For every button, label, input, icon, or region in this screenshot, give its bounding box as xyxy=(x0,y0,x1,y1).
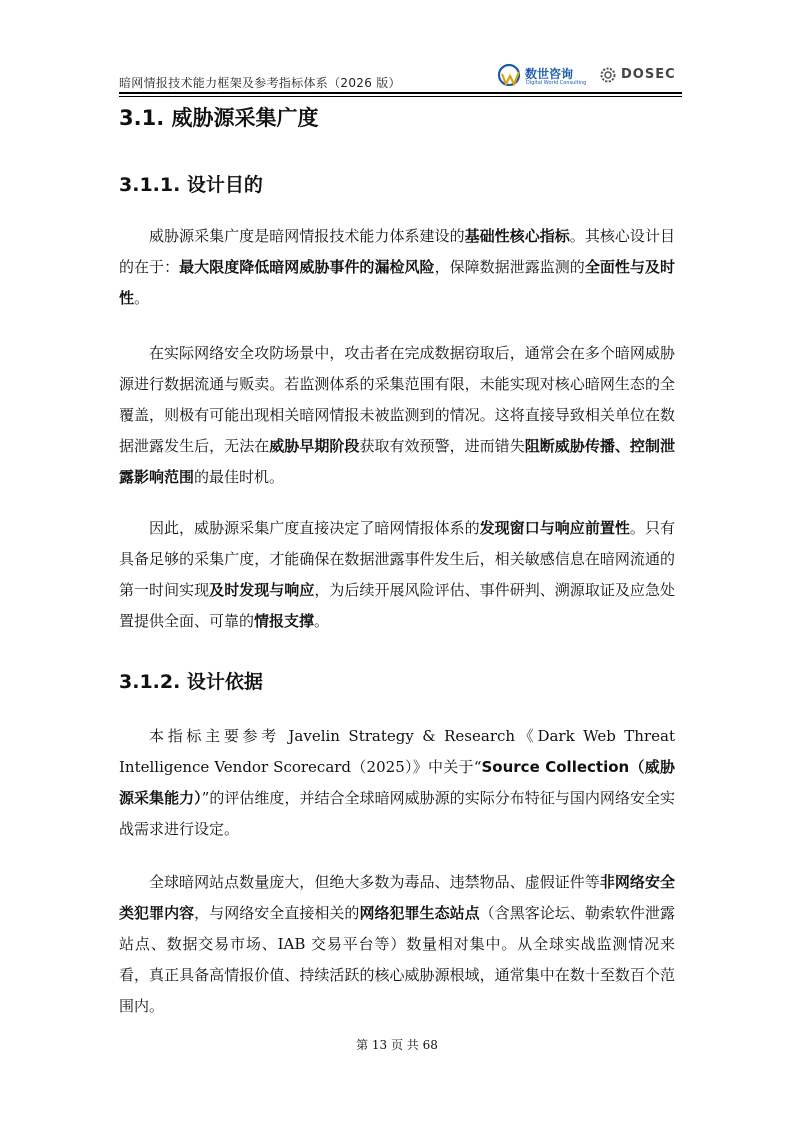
dwc-logo-cn: 数世咨询 xyxy=(525,67,574,81)
header-rule-thin xyxy=(119,96,682,97)
paragraph-basis-1: 本指标主要参考 Javelin Strategy & Research《Dark Web Threat Intelligence Vendor Scorecard（2025）》中关于“Source Collection（威胁源采集能力）”的评估维度，并结合全球暗网威胁源的实际分布特征与国内网络安全实战需求进行设定。 xyxy=(119,727,675,838)
section-title: 3.1. 威胁源采集广度 xyxy=(119,106,319,130)
paragraph-purpose-1: 威胁源采集广度是暗网情报技术能力体系建设的基础性核心指标。其核心设计目的在于：最大限度降低暗网威胁事件的漏检风险，保障数据泄露监测的全面性与及时性。 xyxy=(119,227,675,307)
paragraph-basis-2: 全球暗网站点数量庞大，但绝大多数为毒品、违禁物品、虚假证件等非网络安全类犯罪内容，与网络安全直接相关的网络犯罪生态站点（含黑客论坛、勒索软件泄露站点、数据交易市场、IAB 交易平台等）数量相对集中。从全球实战监测情况来看，真正具备高情报价值、持续活跃的核心威胁源根域，通常集中在数十至数百个范围内。 xyxy=(119,873,675,1015)
dwc-logo xyxy=(497,62,595,90)
dosec-gear-icon xyxy=(599,66,617,84)
subsection-title-basis: 3.1.2. 设计依据 xyxy=(119,671,263,693)
dosec-logo xyxy=(599,65,684,85)
document-title: 暗网情报技术能力框架及参考指标体系（2026 版） xyxy=(119,76,401,90)
page-number: 第 13 页 共 68 xyxy=(356,1038,438,1052)
dwc-logo-icon xyxy=(497,62,525,90)
paragraph-purpose-2: 在实际网络安全攻防场景中，攻击者在完成数据窃取后，通常会在多个暗网威胁源进行数据流通与贩卖。若监测体系的采集范围有限，未能实现对核心暗网生态的全覆盖，则极有可能出现相关暗网情报未被监测到的情况。这将直接导致相关单位在数据泄露发生后，无法在威胁早期阶段获取有效预警，进而错失阻断威胁传播、控制泄露影响范围的最佳时机。 xyxy=(119,344,675,486)
subsection-title-purpose: 3.1.1. 设计目的 xyxy=(119,174,263,196)
paragraph-purpose-3: 因此，威胁源采集广度直接决定了暗网情报体系的发现窗口与响应前置性。只有具备足够的采集广度，才能确保在数据泄露事件发生后，相关敏感信息在暗网流通的第一时间实现及时发现与响应，为后续开展风险评估、事件研判、溯源取证及应急处置提供全面、可靠的情报支撑。 xyxy=(119,519,675,630)
dwc-logo-en: Digital World Consulting xyxy=(526,80,587,86)
dosec-logo-text: DOSEC xyxy=(621,67,676,82)
header-rule xyxy=(119,92,682,94)
page-header xyxy=(119,60,682,94)
